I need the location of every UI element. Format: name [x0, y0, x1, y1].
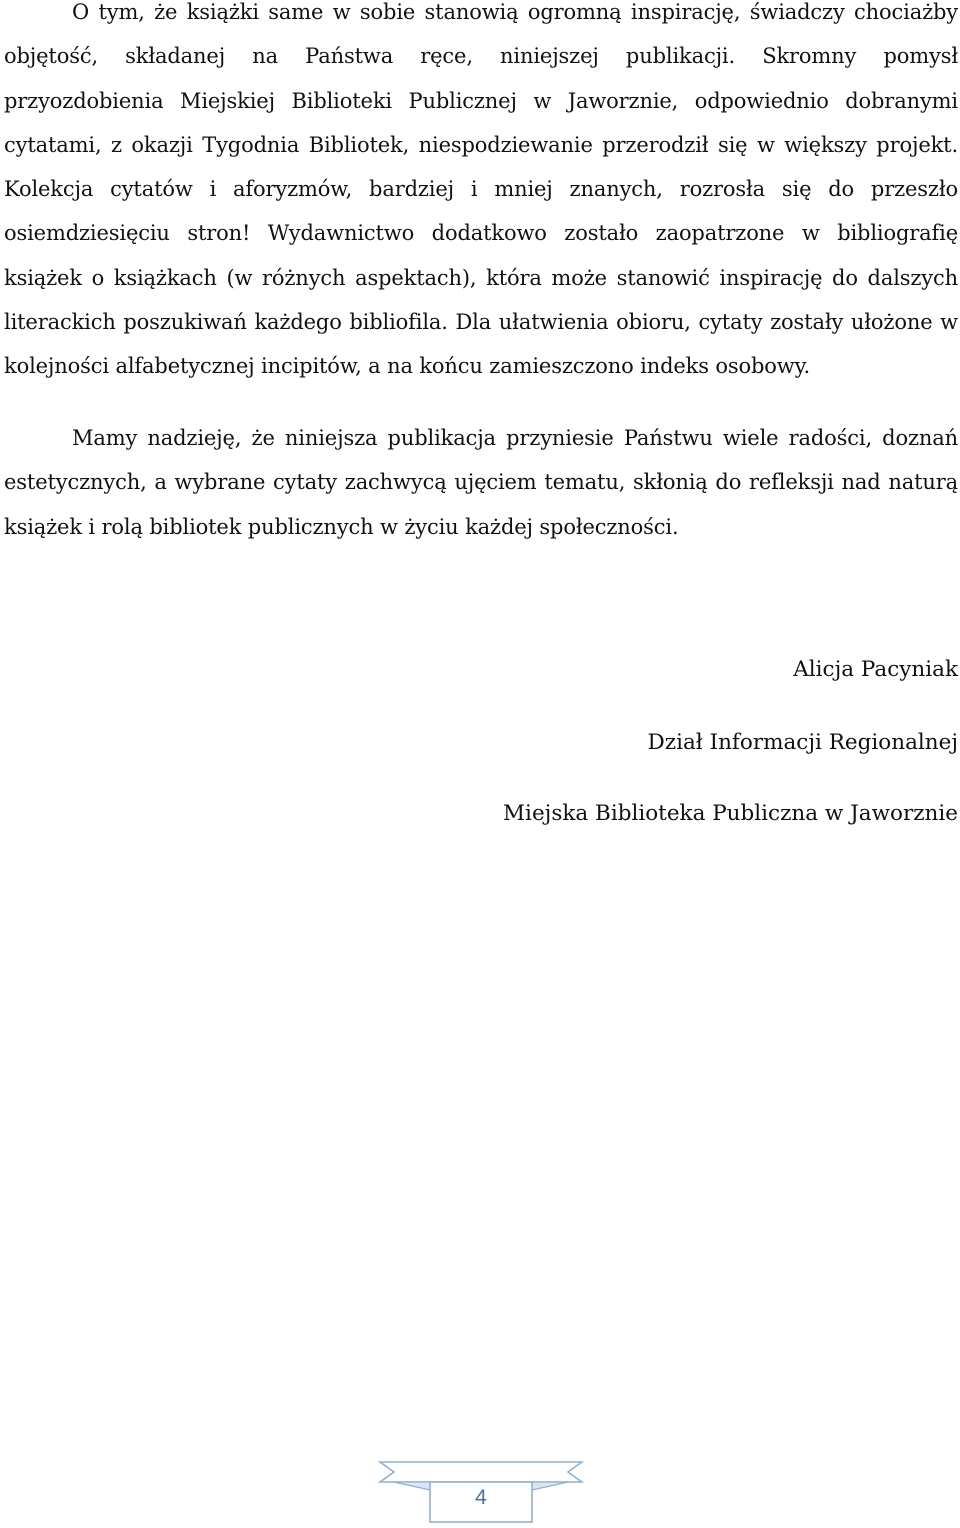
page-number-badge	[378, 1460, 584, 1526]
page-number: 4	[475, 1486, 487, 1509]
signature-department: Dział Informacji Regionalnej	[647, 730, 958, 755]
signature-institution: Miejska Biblioteka Publiczna w Jaworznie	[503, 801, 958, 826]
signature-author-name: Alicja Pacyniak	[793, 657, 958, 682]
closing-paragraph: Mamy nadzieję, że niniejsza publikacja przyniesie Państwu wiele radości, doznań estetycznych, a wybrane cytaty zachwycą ujęciem tematu, skłonią do refleksji nad naturą książek i rolą bibliotek publicznych w życiu każdej społeczności.	[4, 426, 958, 539]
intro-paragraph: O tym, że książki same w sobie stanowią ogromną inspirację, świadczy chociażby objętość, składanej na Państwa ręce, niniejszej publikacji. Skromny pomysł przyozdobienia Miejskiej Biblioteki Publicznej w Jaworznie, odpowiednio dobranymi cytatami, z okazji Tygodnia Bibliotek, niespodziewanie przerodził się w większy projekt. Kolekcja cytatów i aforyzmów, bardziej i mniej znanych, rozrosła się do przeszło osiemdziesięciu stron! Wydawnictwo dodatkowo zostało zaopatrzone w bibliografię książek o książkach (w różnych aspektach), która może stanowić inspirację do dalszych literackich poszukiwań każdego bibliofila. Dla ułatwienia obioru, cytaty zostały ułożone w kolejności alfabetycznej incipitów, a na końcu zamieszczono indeks osobowy.	[4, 0, 958, 379]
